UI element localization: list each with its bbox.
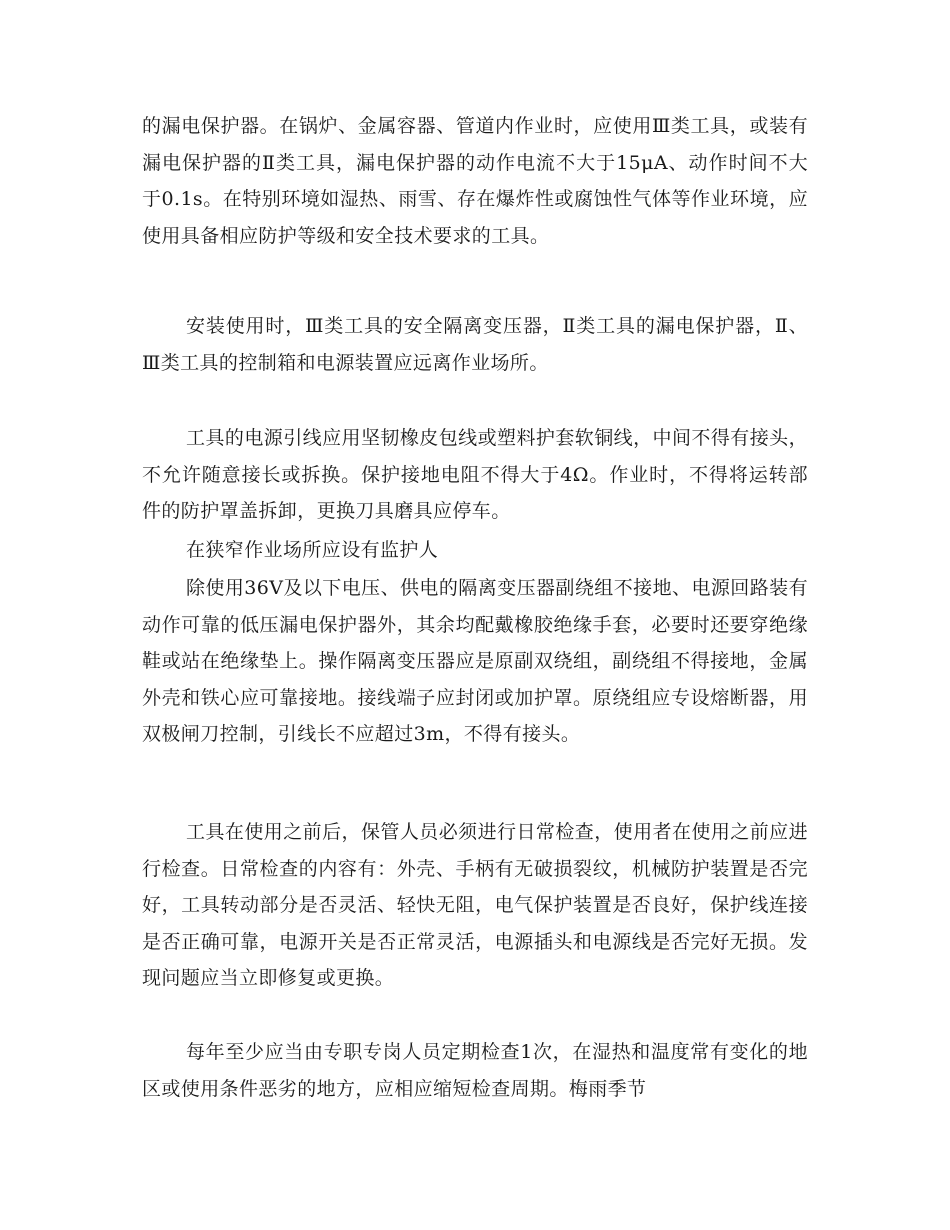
paragraph-supervisor: 在狭窄作业场所应设有监护人 [186, 539, 439, 561]
paragraph-power-lead: 工具的电源引线应用坚韧橡皮包线或塑料护套软铜线，中间不得有接头，不允许随意接长或拆换。保护接地电阻不得大于4Ω。作业时，不得将运转部件的防护罩盖拆卸，更换刀具磨具应停车。 [142, 427, 808, 522]
paragraph-leakage-protector: 的漏电保护器。在锅炉、金属容器、管道内作业时，应使用Ⅲ类工具，或装有漏电保护器的Ⅱ类工具，漏电保护器的动作电流不大于15μA、动作时间不大于0.1s。在特别环境如湿热、雨雪、存在爆炸性或腐蚀性气体等作业环境，应使用具备相应防护等级和安全技术要求的工具。 [142, 115, 808, 247]
paragraph-periodic-inspection: 每年至少应当由专职专岗人员定期检查1次，在湿热和温度常有变化的地区或使用条件恶劣的地方，应相应缩短检查周期。梅雨季节 [142, 1041, 808, 1100]
paragraph-insulation: 除使用36V及以下电压、供电的隔离变压器副绕组不接地、电源回路装有动作可靠的低压漏电保护器外，其余均配戴橡胶绝缘手套，必要时还要穿绝缘鞋或站在绝缘垫上。操作隔离变压器应是原副双绕组，副绕组不得接地，金属外壳和铁心应可靠接地。接线端子应封闭或加护罩。原绕组应专设熔断器，用双极闸刀控制，引线长不应超过3m，不得有接头。 [142, 577, 808, 745]
paragraph-daily-inspection: 工具在使用之前后，保管人员必须进行日常检查，使用者在使用之前应进行检查。日常检查的内容有：外壳、手柄有无破损裂纹，机械防护装置是否完好，工具转动部分是否灵活、轻快无阻，电气保护装置是否良好，保护线连接是否正确可靠，电源开关是否正常灵活，电源插头和电源线是否完好无损。发现问题应当立即修复或更换。 [142, 821, 808, 989]
paragraph-installation: 安装使用时，Ⅲ类工具的安全隔离变压器，Ⅱ类工具的漏电保护器，Ⅱ、Ⅲ类工具的控制箱和电源装置应远离作业场所。 [142, 315, 808, 374]
